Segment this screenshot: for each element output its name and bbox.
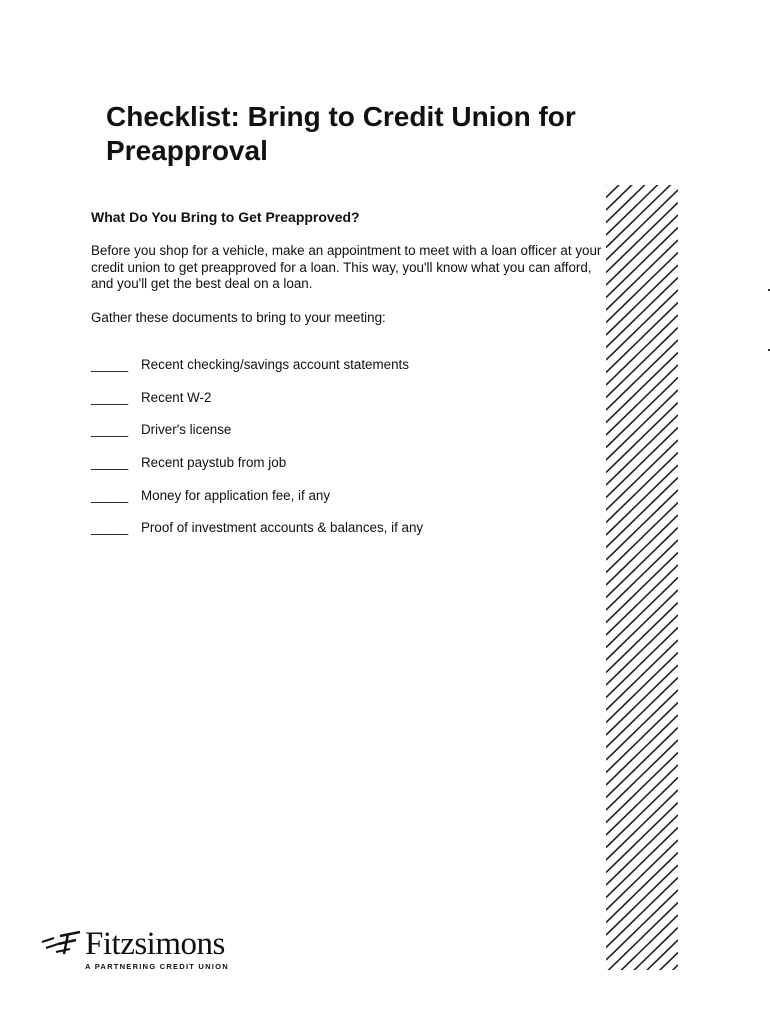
- checklist-item-label: Proof of investment accounts & balances, if any: [141, 520, 424, 536]
- section-heading: What Do You Bring to Get Preapproved?: [91, 209, 360, 225]
- fitzsimons-logo: [40, 926, 255, 974]
- checkbox-blank[interactable]: _____: [91, 422, 129, 438]
- checklist-item: [91, 357, 423, 390]
- checklist-item: [91, 422, 423, 455]
- hatch-pattern-bar: [606, 185, 678, 970]
- hatch-line: [606, 965, 678, 970]
- checklist: [91, 357, 423, 553]
- checklist-item: [91, 390, 423, 423]
- checkbox-blank[interactable]: _____: [91, 487, 129, 503]
- intro-paragraph: Before you shop for a vehicle, make an appointment to meet with a loan officer at your credit union to get preapproved for a loan. This way, you'll know what you can afford, and you'll get the best deal on a loan.: [91, 243, 602, 292]
- checklist-item: [91, 488, 423, 521]
- checklist-item-label: Recent W-2: [141, 389, 212, 405]
- hatch-line: [606, 185, 678, 235]
- hatch-line: [606, 940, 678, 970]
- hatch-line: [606, 185, 678, 223]
- checklist-item: [91, 455, 423, 488]
- checklist-item-label: Money for application fee, if any: [141, 487, 331, 503]
- logo-name: Fitzsimons: [85, 926, 225, 962]
- logo-tagline: A PARTNERING CREDIT UNION: [85, 962, 229, 971]
- checklist-item-label: Recent paystub from job: [141, 455, 287, 471]
- gather-instructions: Gather these documents to bring to your meeting:: [91, 310, 386, 325]
- checkbox-blank[interactable]: _____: [91, 520, 129, 536]
- checklist-item-label: Driver's license: [141, 422, 232, 438]
- checkbox-blank[interactable]: _____: [91, 357, 129, 372]
- page-title: Checklist: Bring to Credit Union for Preapproval: [106, 101, 576, 166]
- checkbox-blank[interactable]: _____: [91, 455, 129, 471]
- checklist-item-label: Recent checking/savings account statements: [141, 357, 409, 372]
- checklist-item: [91, 520, 423, 553]
- logo-mark-icon: [40, 930, 84, 960]
- checkbox-blank[interactable]: _____: [91, 389, 129, 405]
